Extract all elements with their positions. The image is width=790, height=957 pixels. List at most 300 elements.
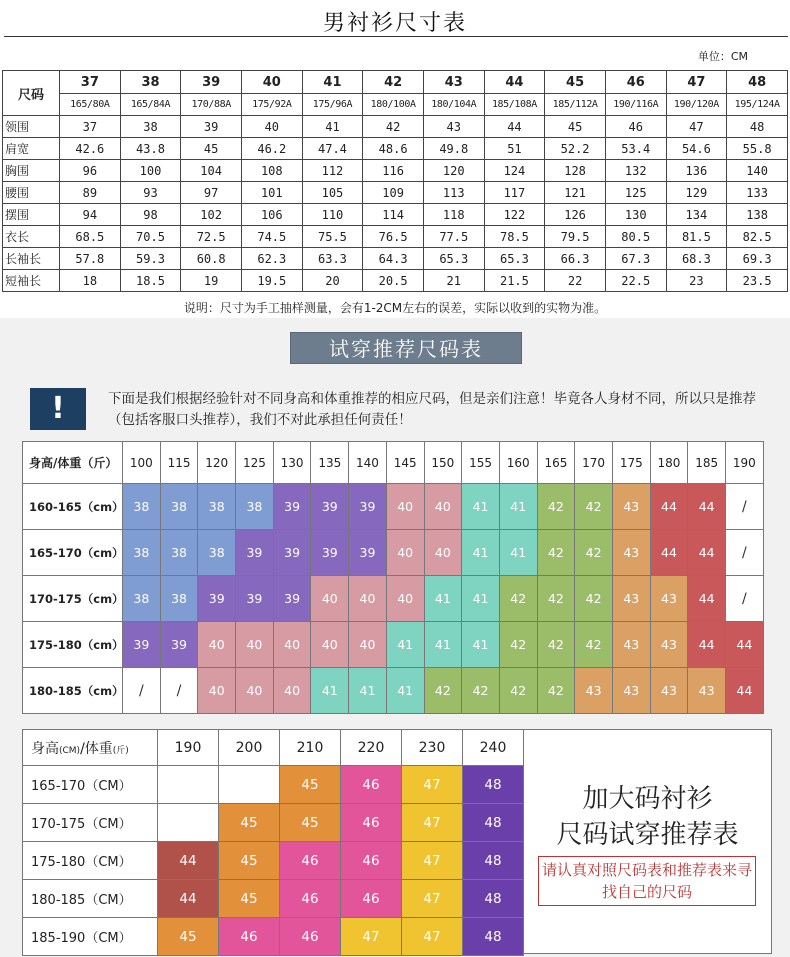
measure-value: 18.5: [120, 270, 181, 292]
weight-header: 185: [688, 442, 726, 484]
recommend-size-cell: 39: [236, 530, 274, 576]
big-size-cell: 46: [280, 918, 341, 956]
measure-value: 113: [423, 182, 484, 204]
measure-value: 80.5: [605, 226, 666, 248]
measure-value: 46: [605, 116, 666, 138]
recommend-size-cell: /: [726, 576, 764, 622]
size-measure-row: [3, 204, 788, 226]
size-measure-row: [3, 116, 788, 138]
recommend-size-cell: /: [123, 668, 161, 714]
measure-value: 140: [727, 160, 788, 182]
measure-value: 48: [727, 116, 788, 138]
big-size-cell: 47: [402, 880, 463, 918]
measure-value: 96: [60, 160, 121, 182]
big-size-cell: 45: [280, 766, 341, 804]
size-code: 185/108A: [484, 94, 545, 116]
size-code: 185/112A: [545, 94, 606, 116]
size-header-row: [3, 71, 788, 94]
big-header-label: [23, 730, 158, 766]
big-row: [23, 766, 524, 804]
recommend-size-cell: 41: [462, 576, 500, 622]
big-weight-header: 200: [219, 730, 280, 766]
measure-value: 65.3: [423, 248, 484, 270]
big-size-cell: [158, 766, 219, 804]
size-number: 41: [302, 71, 363, 94]
recommend-size-cell: 38: [160, 576, 198, 622]
big-size-subtitle: 尺码试穿推荐表: [556, 820, 739, 850]
measure-value: 65.3: [484, 248, 545, 270]
recommend-size-cell: 41: [386, 622, 424, 668]
weight-header: 175: [612, 442, 650, 484]
measure-value: 109: [363, 182, 424, 204]
recommend-size-cell: 42: [537, 576, 575, 622]
measure-label: 长袖长: [3, 248, 60, 270]
recommend-size-cell: 40: [311, 622, 349, 668]
measure-value: 93: [120, 182, 181, 204]
measure-value: 110: [302, 204, 363, 226]
recommend-size-cell: 44: [650, 530, 688, 576]
big-size-cell: [219, 766, 280, 804]
measure-value: 52.2: [545, 138, 606, 160]
height-range-label: 175-180（cm）: [23, 622, 123, 668]
recommend-size-cell: 41: [311, 668, 349, 714]
big-size-cell: 45: [280, 804, 341, 842]
recommend-size-cell: 41: [462, 530, 500, 576]
recommend-size-cell: 44: [688, 576, 726, 622]
recommend-size-cell: 40: [386, 530, 424, 576]
measure-value: 42.6: [60, 138, 121, 160]
measure-value: 77.5: [423, 226, 484, 248]
big-header-unit-cm: (CM): [59, 745, 81, 756]
measure-value: 129: [666, 182, 727, 204]
measure-value: 42: [363, 116, 424, 138]
recommend-header-label: 身高/体重（斤）: [23, 442, 123, 484]
big-size-cell: 46: [341, 880, 402, 918]
size-code: 170/88A: [181, 94, 242, 116]
recommend-size-cell: 41: [499, 484, 537, 530]
recommend-size-cell: 41: [349, 668, 387, 714]
recommend-size-cell: 40: [273, 668, 311, 714]
measure-value: 46.2: [241, 138, 302, 160]
size-number: 48: [727, 71, 788, 94]
measure-value: 19: [181, 270, 242, 292]
big-size-cell: 46: [341, 842, 402, 880]
measure-value: 22.5: [605, 270, 666, 292]
size-measure-row: [3, 226, 788, 248]
measure-value: 49.8: [423, 138, 484, 160]
measure-value: 125: [605, 182, 666, 204]
big-size-cell: 44: [158, 880, 219, 918]
measure-value: 39: [181, 116, 242, 138]
recommend-size-cell: 38: [123, 530, 161, 576]
size-measure-row: [3, 182, 788, 204]
weight-header: 145: [386, 442, 424, 484]
big-size-cell: 46: [280, 880, 341, 918]
measure-value: 128: [545, 160, 606, 182]
size-code: 175/92A: [241, 94, 302, 116]
recommend-size-cell: 42: [537, 530, 575, 576]
recommend-size-cell: 44: [726, 668, 764, 714]
recommend-size-cell: /: [160, 668, 198, 714]
recommend-size-cell: 39: [311, 484, 349, 530]
measure-value: 78.5: [484, 226, 545, 248]
measure-value: 47: [666, 116, 727, 138]
measure-value: 134: [666, 204, 727, 226]
unit-label: 单位：CM: [697, 50, 748, 63]
size-number: 44: [484, 71, 545, 94]
measurement-note: 说明：尺寸为手工抽样测量，会有1-2CM左右的误差，实际以收到的实物为准。: [183, 301, 607, 315]
recommend-size-cell: 42: [537, 484, 575, 530]
measure-label: 领围: [3, 116, 60, 138]
weight-header: 150: [424, 442, 462, 484]
weight-header: 140: [349, 442, 387, 484]
size-code: 180/104A: [423, 94, 484, 116]
measure-value: 68.3: [666, 248, 727, 270]
big-size-cell: 45: [219, 880, 280, 918]
recommend-size-cell: 39: [349, 530, 387, 576]
size-code: 175/96A: [302, 94, 363, 116]
recommend-size-cell: 42: [575, 576, 613, 622]
big-height-label: 165-170（CM）: [23, 766, 158, 804]
height-range-label: 180-185（cm）: [23, 668, 123, 714]
measure-value: 79.5: [545, 226, 606, 248]
size-code: 195/124A: [727, 94, 788, 116]
recommend-size-cell: 41: [424, 622, 462, 668]
recommend-size-cell: 40: [349, 576, 387, 622]
size-corner-label: 尺码: [3, 71, 60, 116]
measure-value: 74.5: [241, 226, 302, 248]
recommend-size-cell: 44: [726, 622, 764, 668]
size-code: 180/100A: [363, 94, 424, 116]
measure-value: 130: [605, 204, 666, 226]
height-range-label: 165-170（cm）: [23, 530, 123, 576]
size-number: 42: [363, 71, 424, 94]
weight-header: 190: [726, 442, 764, 484]
recommend-size-cell: 43: [650, 622, 688, 668]
weight-header: 130: [273, 442, 311, 484]
size-code: 165/80A: [60, 94, 121, 116]
big-size-cell: 46: [341, 804, 402, 842]
big-header-weight: /体重: [80, 740, 113, 757]
recommend-size-cell: 43: [650, 576, 688, 622]
recommend-size-cell: 38: [123, 484, 161, 530]
recommend-size-cell: 44: [688, 484, 726, 530]
recommend-size-cell: 42: [575, 530, 613, 576]
measure-value: 106: [241, 204, 302, 226]
recommend-table: [22, 441, 764, 714]
measure-label: 短袖长: [3, 270, 60, 292]
recommend-size-cell: 41: [462, 484, 500, 530]
measure-value: 94: [60, 204, 121, 226]
measure-value: 20.5: [363, 270, 424, 292]
weight-header: 170: [575, 442, 613, 484]
recommend-size-cell: 44: [688, 530, 726, 576]
recommend-size-cell: 42: [537, 622, 575, 668]
recommend-size-cell: 40: [311, 576, 349, 622]
measure-value: 43: [423, 116, 484, 138]
size-number: 45: [545, 71, 606, 94]
size-measure-row: [3, 248, 788, 270]
measure-value: 76.5: [363, 226, 424, 248]
measure-value: 120: [423, 160, 484, 182]
big-size-cell: 46: [219, 918, 280, 956]
measure-value: 20: [302, 270, 363, 292]
recommend-size-cell: 43: [575, 668, 613, 714]
measure-value: 55.8: [727, 138, 788, 160]
recommend-row: [23, 622, 764, 668]
measure-value: 138: [727, 204, 788, 226]
weight-header: 165: [537, 442, 575, 484]
measure-value: 69.3: [727, 248, 788, 270]
measure-value: 89: [60, 182, 121, 204]
big-weight-header: 210: [280, 730, 341, 766]
recommend-row: [23, 668, 764, 714]
measure-value: 40: [241, 116, 302, 138]
measure-value: 75.5: [302, 226, 363, 248]
weight-header: 180: [650, 442, 688, 484]
measure-value: 21: [423, 270, 484, 292]
measure-label: 腰围: [3, 182, 60, 204]
big-weight-header: 220: [341, 730, 402, 766]
measure-value: 23.5: [727, 270, 788, 292]
measure-value: 62.3: [241, 248, 302, 270]
recommend-row: [23, 484, 764, 530]
big-size-cell: 47: [402, 842, 463, 880]
measure-value: 82.5: [727, 226, 788, 248]
size-number: 40: [241, 71, 302, 94]
big-size-cell: 48: [463, 918, 524, 956]
recommend-size-cell: 39: [273, 484, 311, 530]
recommend-size-cell: 43: [612, 530, 650, 576]
big-weight-header: 240: [463, 730, 524, 766]
big-height-label: 185-190（CM）: [23, 918, 158, 956]
weight-header: 115: [160, 442, 198, 484]
weight-header: 120: [198, 442, 236, 484]
measure-value: 37: [60, 116, 121, 138]
measure-value: 63.3: [302, 248, 363, 270]
measure-value: 60.8: [181, 248, 242, 270]
measure-label: 肩宽: [3, 138, 60, 160]
recommend-size-cell: 38: [236, 484, 274, 530]
measure-value: 112: [302, 160, 363, 182]
measure-value: 70.5: [120, 226, 181, 248]
recommend-size-cell: 43: [612, 576, 650, 622]
warning-text: 下面是我们根据经验针对不同身高和体重推荐的相应尺码，但是亲们注意！毕竟各人身材不同，所以只是推荐（包括客服口头推荐），我们不对此承担任何责任！: [108, 391, 756, 428]
big-header-height: 身高: [31, 740, 59, 757]
recommend-size-cell: 42: [537, 668, 575, 714]
measure-value: 105: [302, 182, 363, 204]
measure-value: 100: [120, 160, 181, 182]
recommend-size-cell: 42: [575, 484, 613, 530]
size-table: [2, 70, 788, 292]
big-row: [23, 842, 524, 880]
recommend-size-cell: 40: [349, 622, 387, 668]
measure-value: 41: [302, 116, 363, 138]
recommend-size-cell: 43: [650, 668, 688, 714]
measure-label: 摆围: [3, 204, 60, 226]
big-size-cell: 48: [463, 804, 524, 842]
recommend-size-cell: 41: [424, 576, 462, 622]
size-code: 190/120A: [666, 94, 727, 116]
weight-header: 160: [499, 442, 537, 484]
measure-value: 59.3: [120, 248, 181, 270]
size-measure-row: [3, 160, 788, 182]
big-height-label: 170-175（CM）: [23, 804, 158, 842]
recommend-size-cell: 39: [198, 576, 236, 622]
size-number: 38: [120, 71, 181, 94]
recommend-size-cell: 43: [612, 622, 650, 668]
measure-value: 68.5: [60, 226, 121, 248]
measure-value: 126: [545, 204, 606, 226]
recommend-size-cell: 40: [424, 484, 462, 530]
page-title: 男衬衫尺寸表: [322, 11, 467, 36]
measure-value: 21.5: [484, 270, 545, 292]
big-size-cell: 45: [219, 842, 280, 880]
recommend-size-cell: 40: [198, 668, 236, 714]
measure-value: 23: [666, 270, 727, 292]
weight-header: 135: [311, 442, 349, 484]
recommend-size-cell: 43: [612, 668, 650, 714]
measure-value: 66.3: [545, 248, 606, 270]
measure-value: 47.4: [302, 138, 363, 160]
size-measure-row: [3, 138, 788, 160]
size-code: 190/116A: [605, 94, 666, 116]
big-size-cell: 48: [463, 880, 524, 918]
height-range-label: 170-175（cm）: [23, 576, 123, 622]
recommend-size-cell: 39: [236, 576, 274, 622]
measure-value: 121: [545, 182, 606, 204]
measure-value: 102: [181, 204, 242, 226]
big-header-unit-jin: (斤): [112, 745, 129, 756]
recommend-row: [23, 530, 764, 576]
recommend-size-cell: 39: [311, 530, 349, 576]
recommend-size-cell: 44: [688, 622, 726, 668]
big-size-title: 加大码衬衫: [582, 784, 713, 814]
big-size-side-panel: [523, 729, 772, 954]
big-size-cell: 44: [158, 842, 219, 880]
big-weight-header: 230: [402, 730, 463, 766]
recommend-size-cell: 38: [123, 576, 161, 622]
big-row: [23, 880, 524, 918]
big-size-cell: 47: [402, 804, 463, 842]
big-size-cell: 47: [402, 918, 463, 956]
measure-value: 64.3: [363, 248, 424, 270]
recommend-size-cell: 40: [386, 576, 424, 622]
recommend-size-cell: 39: [160, 622, 198, 668]
size-measure-row: [3, 270, 788, 292]
big-height-label: 180-185（CM）: [23, 880, 158, 918]
big-size-cell: 45: [158, 918, 219, 956]
title-divider: [4, 36, 788, 37]
measure-value: 117: [484, 182, 545, 204]
big-size-table: [22, 729, 524, 956]
recommend-size-cell: /: [726, 530, 764, 576]
measure-value: 19.5: [241, 270, 302, 292]
measure-value: 45: [181, 138, 242, 160]
measure-value: 67.3: [605, 248, 666, 270]
recommend-size-cell: 38: [160, 530, 198, 576]
recommend-size-cell: 40: [236, 668, 274, 714]
size-number: 47: [666, 71, 727, 94]
size-code: 165/84A: [120, 94, 181, 116]
measure-value: 43.8: [120, 138, 181, 160]
big-size-cell: 47: [402, 766, 463, 804]
measure-label: 衣长: [3, 226, 60, 248]
warning-icon: !: [30, 388, 86, 430]
big-size-cell: 45: [219, 804, 280, 842]
recommend-size-cell: 41: [499, 530, 537, 576]
measure-value: 97: [181, 182, 242, 204]
measure-label: 胸围: [3, 160, 60, 182]
measure-value: 136: [666, 160, 727, 182]
measure-value: 18: [60, 270, 121, 292]
size-code-row: [3, 94, 788, 116]
big-size-cell: 46: [280, 842, 341, 880]
measure-value: 118: [423, 204, 484, 226]
recommend-size-cell: 39: [349, 484, 387, 530]
big-weight-header: 190: [158, 730, 219, 766]
recommend-size-cell: 39: [123, 622, 161, 668]
big-row: [23, 804, 524, 842]
weight-header: 100: [123, 442, 161, 484]
measure-value: 116: [363, 160, 424, 182]
measure-value: 101: [241, 182, 302, 204]
recommend-size-cell: /: [726, 484, 764, 530]
size-number: 37: [60, 71, 121, 94]
recommend-size-cell: 42: [575, 622, 613, 668]
recommend-size-cell: 40: [273, 622, 311, 668]
recommend-banner: 试穿推荐尺码表: [290, 332, 522, 364]
recommend-size-cell: 40: [386, 484, 424, 530]
measure-value: 133: [727, 182, 788, 204]
recommend-size-cell: 42: [499, 668, 537, 714]
measure-value: 104: [181, 160, 242, 182]
measure-value: 48.6: [363, 138, 424, 160]
recommend-size-cell: 42: [499, 576, 537, 622]
measure-value: 108: [241, 160, 302, 182]
recommend-header-row: [23, 442, 764, 484]
recommend-size-cell: 39: [273, 576, 311, 622]
height-range-label: 160-165（cm）: [23, 484, 123, 530]
recommend-size-cell: 41: [386, 668, 424, 714]
measure-value: 124: [484, 160, 545, 182]
recommend-size-cell: 40: [236, 622, 274, 668]
size-number: 43: [423, 71, 484, 94]
recommend-size-cell: 40: [424, 530, 462, 576]
recommend-size-cell: 44: [650, 484, 688, 530]
size-number: 46: [605, 71, 666, 94]
recommend-size-cell: 41: [462, 622, 500, 668]
big-size-cell: 47: [341, 918, 402, 956]
measure-value: 114: [363, 204, 424, 226]
recommend-size-cell: 38: [160, 484, 198, 530]
measure-value: 122: [484, 204, 545, 226]
recommend-size-cell: 43: [612, 484, 650, 530]
measure-value: 51: [484, 138, 545, 160]
big-row: [23, 918, 524, 956]
measure-value: 132: [605, 160, 666, 182]
recommend-row: [23, 576, 764, 622]
recommend-size-cell: 39: [273, 530, 311, 576]
measure-value: 54.6: [666, 138, 727, 160]
measure-value: 98: [120, 204, 181, 226]
weight-header: 155: [462, 442, 500, 484]
measure-value: 72.5: [181, 226, 242, 248]
big-size-cell: 46: [341, 766, 402, 804]
recommend-size-cell: 43: [688, 668, 726, 714]
big-header-row: [23, 730, 524, 766]
size-number: 39: [181, 71, 242, 94]
